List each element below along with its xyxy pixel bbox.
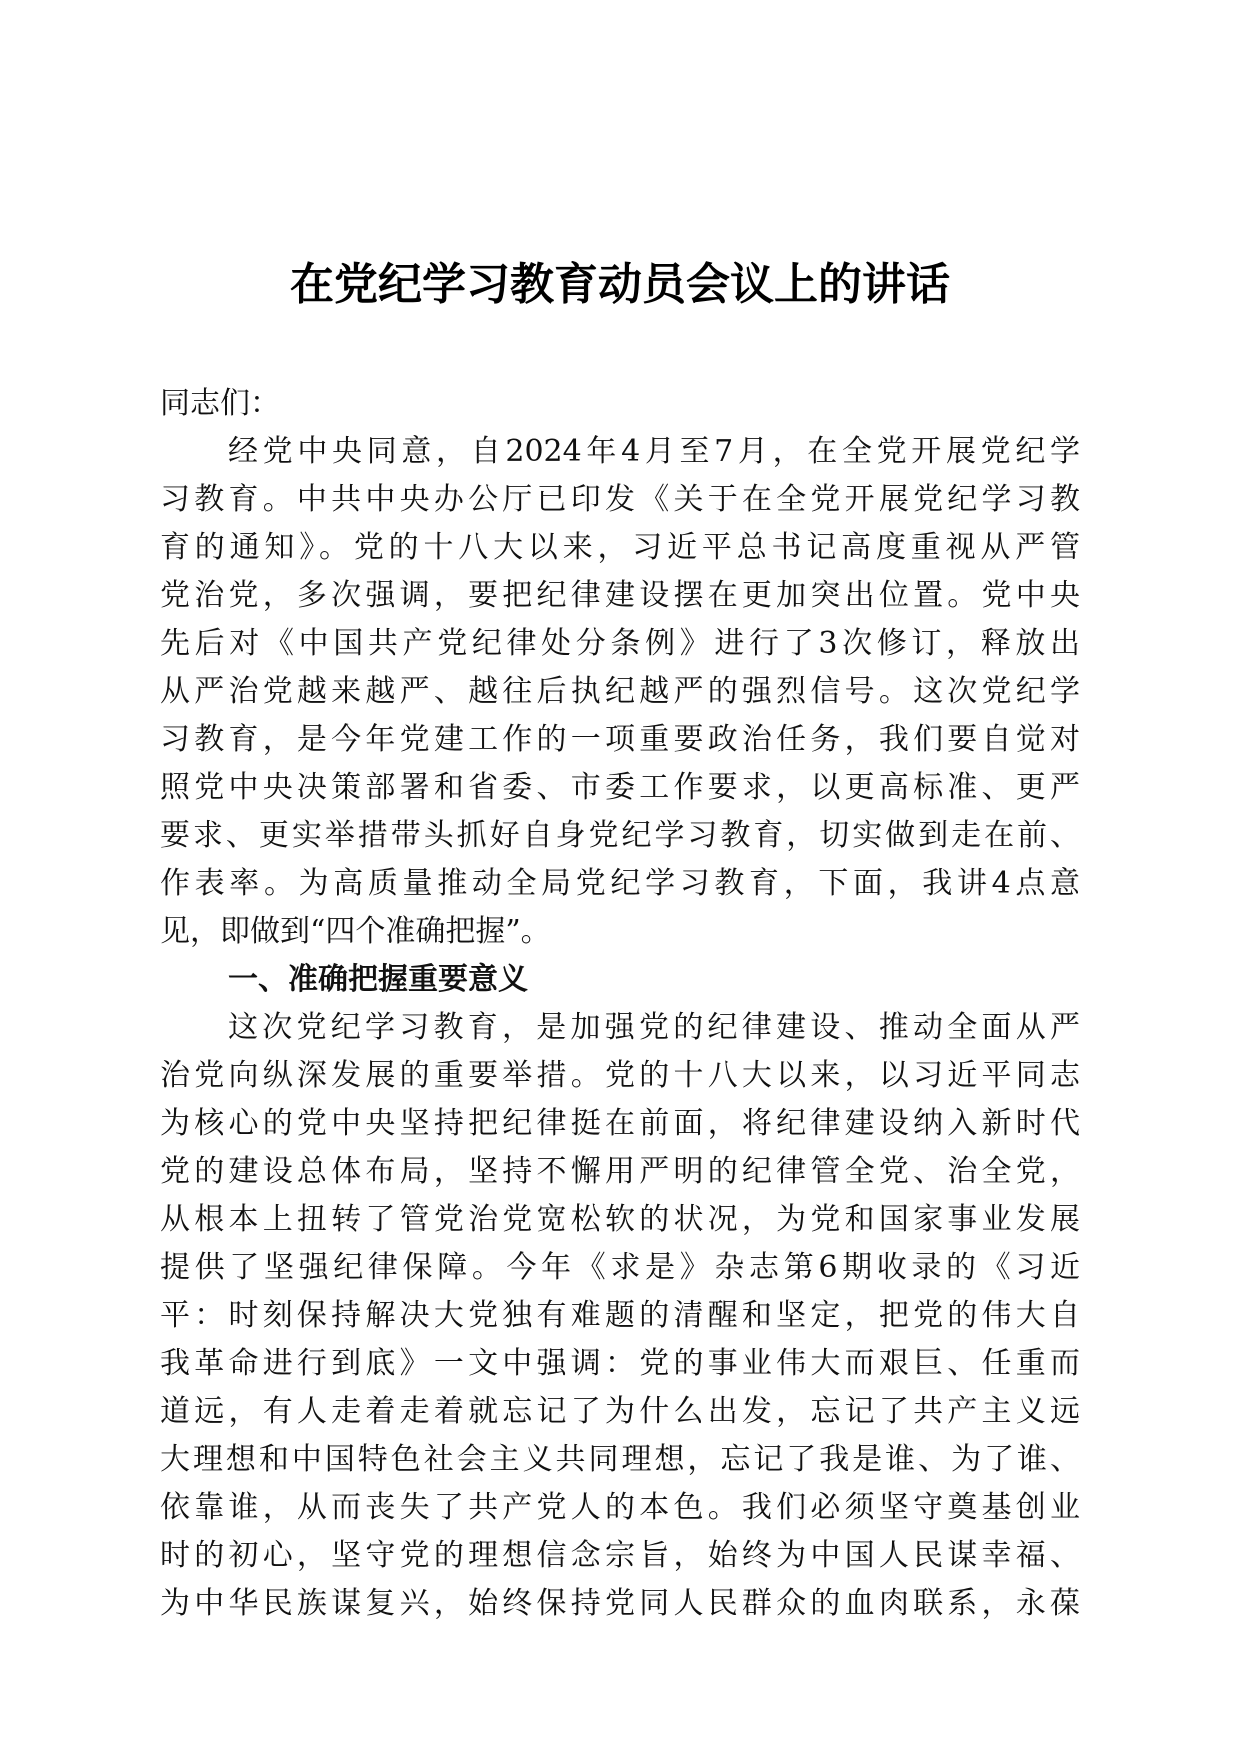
- paragraph-line: 为核心的党中央坚持把纪律挺在前面，将纪律建设纳入新时代: [160, 1106, 1080, 1141]
- paragraph-line: 治党向纵深发展的重要举措。党的十八大以来，以习近平同志: [160, 1058, 1080, 1093]
- paragraph-line: 习教育，是今年党建工作的一项重要政治任务，我们要自觉对: [160, 722, 1080, 757]
- paragraph-line: 照党中央决策部署和省委、市委工作要求，以更高标准、更严: [160, 770, 1080, 805]
- paragraph-line: 经党中央同意，自2024年4月至7月，在全党开展党纪学: [228, 434, 1080, 469]
- paragraph-line: 大理想和中国特色社会主义共同理想，忘记了我是谁、为了谁、: [160, 1442, 1080, 1477]
- paragraph-line: 从严治党越来越严、越往后执纪越严的强烈信号。这次党纪学: [160, 674, 1080, 709]
- paragraph-line: 这次党纪学习教育，是加强党的纪律建设、推动全面从严: [228, 1010, 1080, 1045]
- paragraph-line: 从根本上扭转了管党治党宽松软的状况，为党和国家事业发展: [160, 1202, 1080, 1237]
- paragraph-line: 先后对《中国共产党纪律处分条例》进行了3次修订，释放出: [160, 626, 1080, 661]
- document-title: 在党纪学习教育动员会议上的讲话: [290, 259, 950, 310]
- section-heading: 一、准确把握重要意义: [228, 962, 528, 997]
- paragraph-line: 作表率。为高质量推动全局党纪学习教育，下面，我讲4点意: [160, 866, 1080, 901]
- paragraph-line: 党的建设总体布局，坚持不懈用严明的纪律管全党、治全党，: [160, 1154, 1080, 1189]
- paragraph-line: 要求、更实举措带头抓好自身党纪学习教育，切实做到走在前、: [160, 818, 1080, 853]
- paragraph-line: 习教育。中共中央办公厅已印发《关于在全党开展党纪学习教: [160, 482, 1080, 517]
- paragraph-line: 见，即做到“四个准确把握”。: [160, 914, 551, 949]
- paragraph-line: 育的通知》。党的十八大以来，习近平总书记高度重视从严管: [160, 530, 1080, 565]
- paragraph-line: 党治党，多次强调，要把纪律建设摆在更加突出位置。党中央: [160, 578, 1080, 613]
- paragraph-line: 平：时刻保持解决大党独有难题的清醒和坚定，把党的伟大自: [160, 1298, 1080, 1333]
- paragraph-line: 依靠谁，从而丧失了共产党人的本色。我们必须坚守奠基创业: [160, 1490, 1080, 1525]
- document-body: [160, 380, 1080, 1628]
- paragraph-line: 道远，有人走着走着就忘记了为什么出发，忘记了共产主义远: [160, 1394, 1080, 1429]
- paragraph-line: 提供了坚强纪律保障。今年《求是》杂志第6期收录的《习近: [160, 1250, 1080, 1285]
- paragraph-line: 为中华民族谋复兴，始终保持党同人民群众的血肉联系，永葆: [160, 1586, 1080, 1621]
- salutation: 同志们：: [160, 386, 280, 421]
- paragraph-line: 时的初心，坚守党的理想信念宗旨，始终为中国人民谋幸福、: [160, 1538, 1080, 1573]
- paragraph-line: 我革命进行到底》一文中强调：党的事业伟大而艰巨、任重而: [160, 1346, 1080, 1381]
